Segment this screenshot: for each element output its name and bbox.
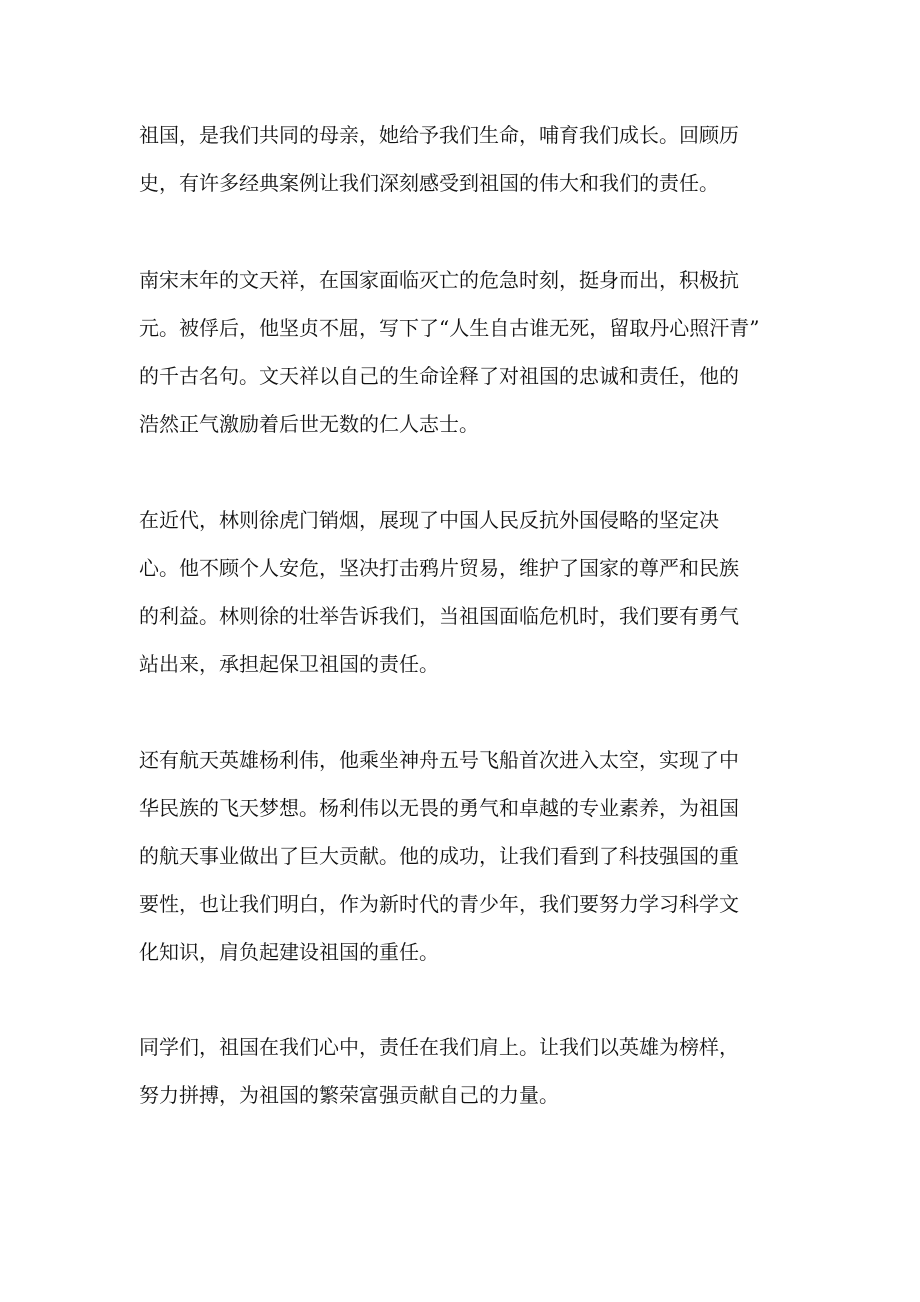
text-line: 努力拼搏，为祖国的繁荣富强贡献自己的力量。 bbox=[139, 1083, 559, 1107]
text-line: 同学们，祖国在我们心中，责任在我们肩上。让我们以英雄为榜样， bbox=[139, 1035, 739, 1059]
text-line: 站出来，承担起保卫祖国的责任。 bbox=[139, 652, 439, 676]
text-line: 浩然正气激励着后世无数的仁人志士。 bbox=[139, 412, 479, 436]
text-line: 南宋末年的文天祥，在国家面临灭亡的危急时刻，挺身而出，积极抗 bbox=[139, 268, 739, 292]
text-line: 的航天事业做出了巨大贡献。他的成功，让我们看到了科技强国的重 bbox=[139, 844, 739, 868]
text-line: 要性，也让我们明白，作为新时代的青少年，我们要努力学习科学文 bbox=[139, 892, 739, 916]
text-line: 元。被俘后，他坚贞不屈，写下了“人生自古谁无死，留取丹心照汗青” bbox=[139, 316, 760, 340]
text-line: 心。他不顾个人安危，坚决打击鸦片贸易，维护了国家的尊严和民族 bbox=[139, 556, 739, 580]
text-line: 还有航天英雄杨利伟，他乘坐神舟五号飞船首次进入太空，实现了中 bbox=[139, 748, 739, 772]
text-line: 华民族的飞天梦想。杨利伟以无畏的勇气和卓越的专业素养，为祖国 bbox=[139, 796, 739, 820]
text-line: 在近代，林则徐虎门销烟，展现了中国人民反抗外国侵略的坚定决 bbox=[139, 508, 719, 532]
paragraph-lin-zexu bbox=[139, 505, 789, 697]
text-line: 史，有许多经典案例让我们深刻感受到祖国的伟大和我们的责任。 bbox=[139, 171, 719, 195]
paragraph-yang-liwei bbox=[139, 745, 789, 985]
text-line: 的千古名句。文天祥以自己的生命诠释了对祖国的忠诚和责任，他的 bbox=[139, 364, 739, 388]
paragraph-intro bbox=[139, 120, 789, 216]
paragraph-wen-tianxiang bbox=[139, 265, 789, 457]
text-line: 祖国，是我们共同的母亲，她给予我们生命，哺育我们成长。回顾历 bbox=[139, 123, 739, 147]
text-line: 的利益。林则徐的壮举告诉我们，当祖国面临危机时，我们要有勇气 bbox=[139, 604, 739, 628]
text-line: 化知识，肩负起建设祖国的重任。 bbox=[139, 940, 439, 964]
paragraph-conclusion bbox=[139, 1032, 789, 1128]
